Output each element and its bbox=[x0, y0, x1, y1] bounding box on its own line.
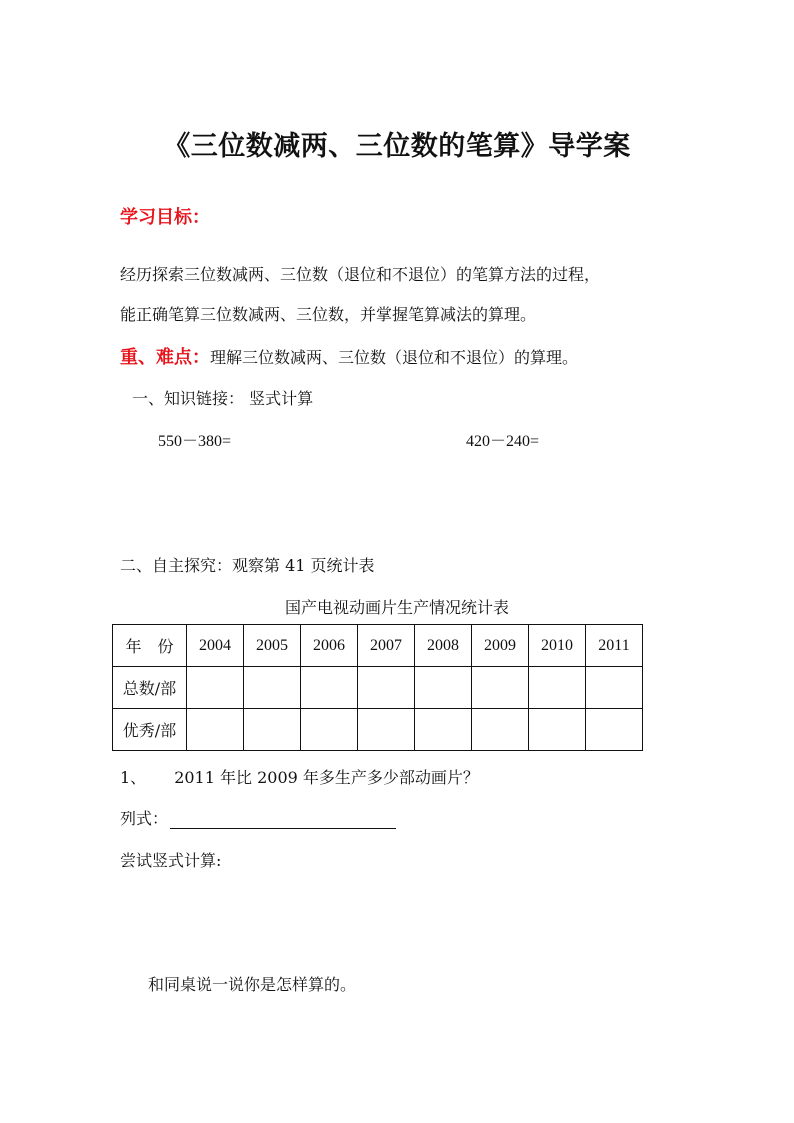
table-row bbox=[113, 667, 643, 709]
formula-line bbox=[120, 806, 396, 829]
row-label-excellent: 优秀/部 bbox=[113, 709, 187, 751]
question-text: 2011 年比 2009 年多生产多少部动画片？ bbox=[174, 768, 479, 787]
empty-cell[interactable] bbox=[529, 667, 586, 709]
key-points-heading: 重、难点： bbox=[120, 347, 210, 368]
formula-answer-blank[interactable] bbox=[170, 810, 396, 829]
table-title: 国产电视动画片生产情况统计表 bbox=[284, 598, 509, 617]
objective-heading: 学习目标： bbox=[120, 207, 210, 228]
empty-cell[interactable] bbox=[358, 709, 415, 751]
try-vertical-calc: 尝试竖式计算: bbox=[120, 851, 222, 870]
year-cell: 2011 bbox=[586, 625, 643, 667]
formula-label: 列式： bbox=[120, 809, 169, 828]
question-1 bbox=[120, 765, 479, 788]
question-number: 1、 bbox=[120, 768, 147, 787]
year-cell: 2007 bbox=[358, 625, 415, 667]
table-row bbox=[113, 625, 643, 667]
year-cell: 2004 bbox=[187, 625, 244, 667]
year-cell: 2008 bbox=[415, 625, 472, 667]
empty-cell[interactable] bbox=[415, 667, 472, 709]
key-points-text: 理解三位数减两、三位数（退位和不退位）的算理。 bbox=[210, 348, 579, 367]
empty-cell[interactable] bbox=[529, 709, 586, 751]
page-title: 《三位数减两、三位数的笔算》导学案 bbox=[163, 131, 631, 162]
empty-cell[interactable] bbox=[586, 667, 643, 709]
year-cell: 2009 bbox=[472, 625, 529, 667]
header-label-cell: 年 份 bbox=[113, 625, 187, 667]
calc-problem-1: 550－380= bbox=[158, 433, 232, 450]
calc-problem-2: 420－240= bbox=[466, 433, 540, 450]
year-cell: 2010 bbox=[529, 625, 586, 667]
empty-cell[interactable] bbox=[358, 667, 415, 709]
empty-cell[interactable] bbox=[301, 667, 358, 709]
objective-line-1: 经历探索三位数减两、三位数（退位和不退位）的笔算方法的过程， bbox=[120, 265, 601, 284]
year-cell: 2005 bbox=[244, 625, 301, 667]
empty-cell[interactable] bbox=[301, 709, 358, 751]
year-cell: 2006 bbox=[301, 625, 358, 667]
stats-table bbox=[112, 624, 643, 751]
key-points bbox=[120, 343, 578, 369]
empty-cell[interactable] bbox=[244, 709, 301, 751]
empty-cell[interactable] bbox=[187, 667, 244, 709]
row-label-total: 总数/部 bbox=[113, 667, 187, 709]
discuss-prompt: 和同桌说一说你是怎样算的。 bbox=[148, 975, 357, 994]
table-row bbox=[113, 709, 643, 751]
empty-cell[interactable] bbox=[187, 709, 244, 751]
objective-line-2: 能正确笔算三位数减两、三位数，并掌握笔算减法的算理。 bbox=[120, 305, 537, 324]
empty-cell[interactable] bbox=[472, 709, 529, 751]
section2-heading: 二、自主探究：观察第 41 页统计表 bbox=[120, 556, 375, 575]
empty-cell[interactable] bbox=[586, 709, 643, 751]
empty-cell[interactable] bbox=[415, 709, 472, 751]
section1-heading: 一、知识链接： 竖式计算 bbox=[132, 389, 314, 408]
empty-cell[interactable] bbox=[472, 667, 529, 709]
empty-cell[interactable] bbox=[244, 667, 301, 709]
